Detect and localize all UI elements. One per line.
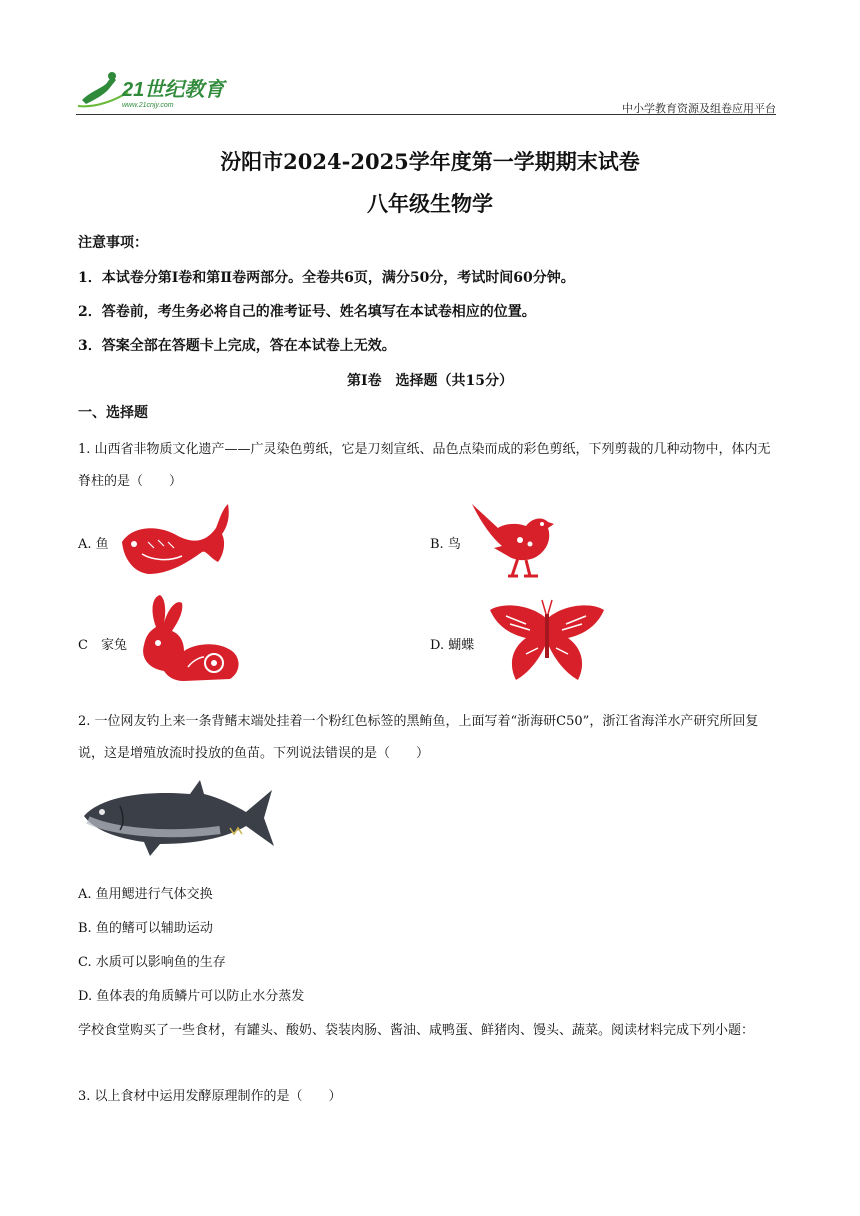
- 21cnjy-logo: [76, 70, 246, 110]
- notice-heading: 注意事项：: [78, 235, 148, 251]
- q2-option-b: B. 鱼的鳍可以辅助运动: [78, 921, 213, 936]
- notice-item-1: 1．本试卷分第Ⅰ卷和第Ⅱ卷两部分。全卷共6页，满分50分，考试时间60分钟。: [78, 270, 575, 286]
- header-platform-text: 中小学教育资源及组卷应用平台: [622, 102, 776, 115]
- q1-option-d: D. 蝴蝶: [430, 638, 475, 653]
- exam-title: 汾阳市2024-2025学年度第一学期期末试卷: [220, 149, 640, 174]
- section-heading: 一、选择题: [78, 405, 148, 421]
- page-header: [76, 66, 776, 114]
- header-divider: [76, 114, 776, 115]
- butterfly-papercut-image: [486, 594, 608, 686]
- section-title: 第Ⅰ卷 选择题（共15分）: [346, 373, 514, 389]
- question-1-stem: 1. 山西省非物质文化遗产——广灵染色剪纸，它是刀刻宣纸、品色点染而成的彩色剪纸，下列剪裁的几种动物中，体内无脊柱的是（ ）: [78, 442, 771, 489]
- question-2-stem: 2. 一位网友钓上来一条背鳍末端处挂着一个粉红色标签的黑鲔鱼，上面写着“浙海研C50”，浙江省海洋水产研究所回复说，这是增殖放流时投放的鱼苗。下列说法错误的是（ ）: [78, 714, 759, 761]
- q2-option-a: A. 鱼用鳃进行气体交换: [78, 887, 213, 902]
- q1-option-a: A. 鱼: [78, 537, 109, 552]
- svg-text:21世纪教育: 21世纪教育: [122, 79, 225, 101]
- exam-subtitle: 八年级生物学: [367, 191, 493, 216]
- rabbit-papercut-image: [134, 593, 244, 685]
- q2-option-c: C. 水质可以影响鱼的生存: [78, 955, 226, 970]
- q1-option-b: B. 鸟: [430, 537, 461, 552]
- fish-papercut-image: [118, 502, 233, 578]
- reading-material: 学校食堂购买了一些食材，有罐头、酸奶、袋装肉肠、酱油、咸鸭蛋、鲜猪肉、馒头、蔬菜。阅读材料完成下列小题：: [78, 1023, 755, 1038]
- notice-item-3: 3．答案全部在答题卡上完成，答在本试卷上无效。: [78, 338, 396, 354]
- svg-text:www.21cnjy.com: www.21cnjy.com: [122, 102, 174, 109]
- tuna-fish-image: [80, 776, 278, 860]
- q1-option-c: C 家兔: [78, 638, 127, 653]
- q2-option-d: D. 鱼体表的角质鳞片可以防止水分蒸发: [78, 989, 305, 1004]
- question-3-stem: 3. 以上食材中运用发酵原理制作的是（ ）: [78, 1089, 342, 1104]
- bird-papercut-image: [468, 500, 558, 580]
- notice-item-2: 2．答卷前，考生务必将自己的准考证号、姓名填写在本试卷相应的位置。: [78, 304, 536, 320]
